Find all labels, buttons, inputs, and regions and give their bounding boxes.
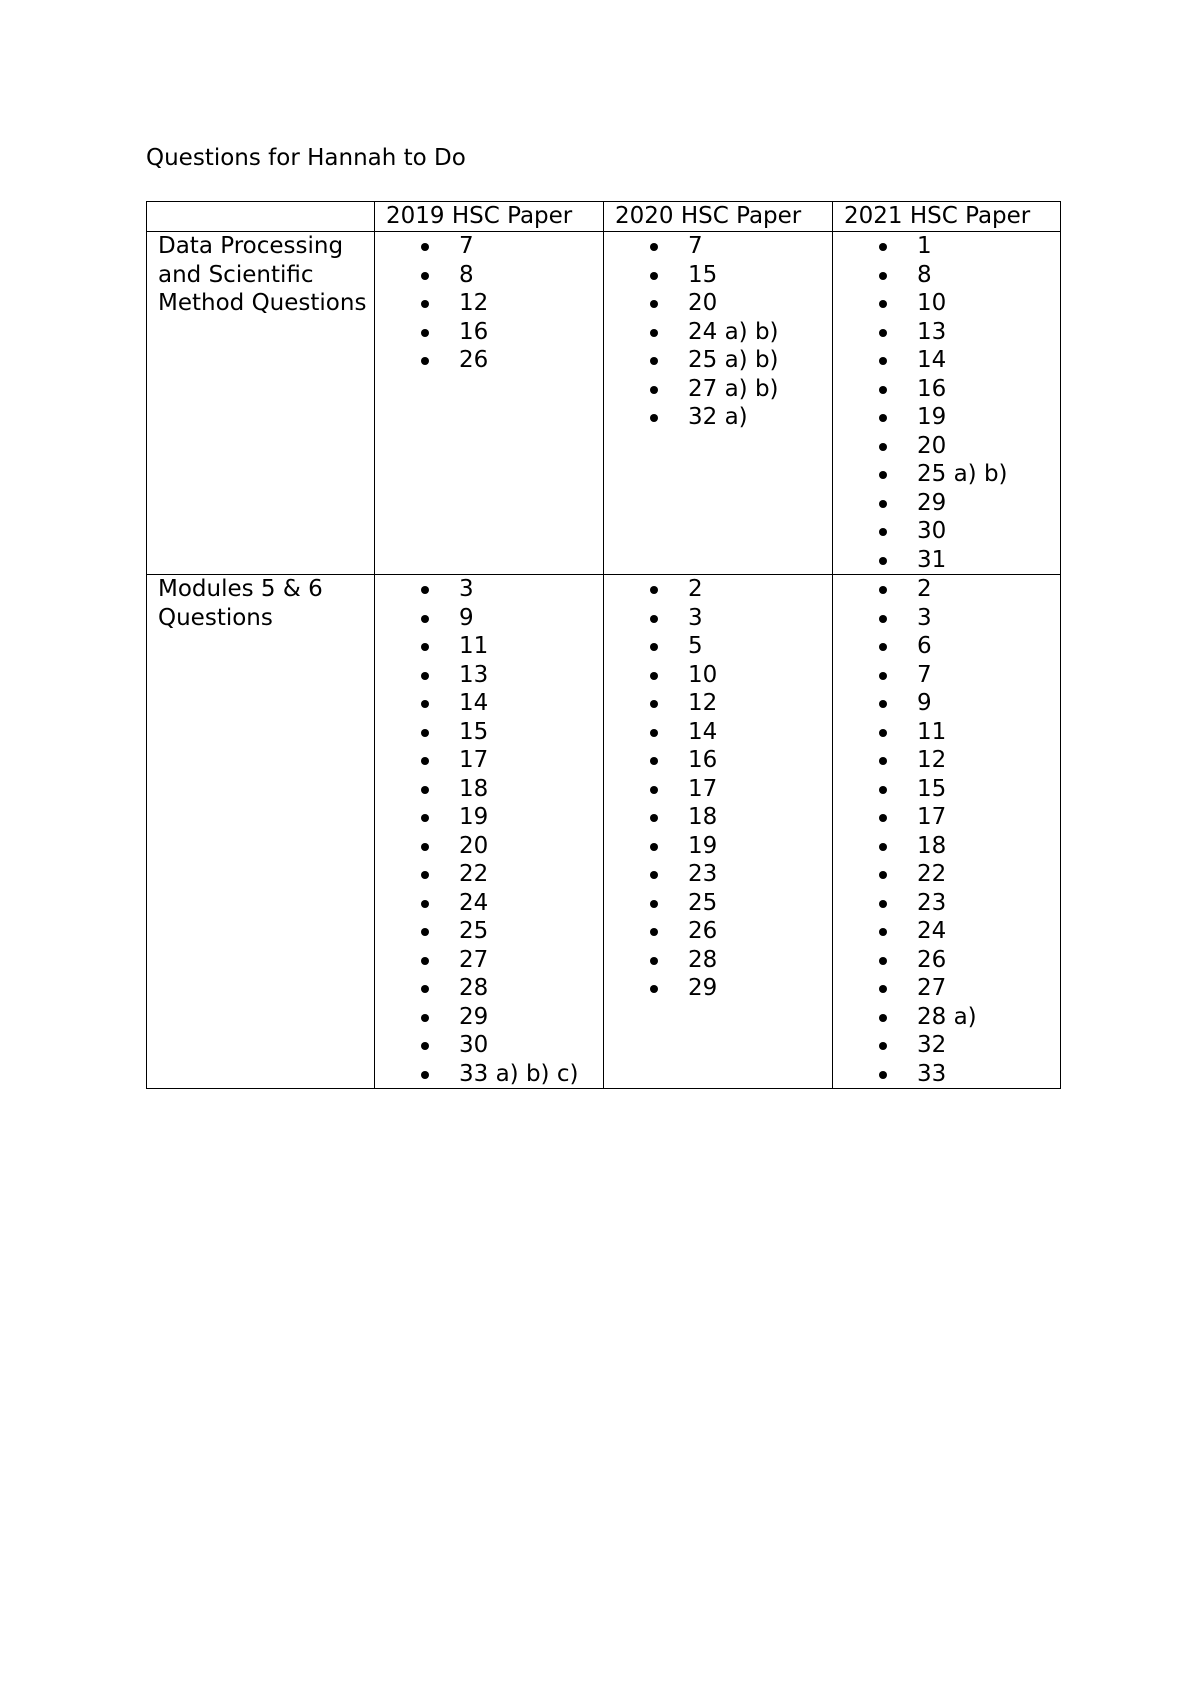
question-item: 12 (615, 689, 832, 718)
question-item: 25 (386, 917, 603, 946)
question-item: 30 (844, 517, 1060, 546)
question-item: 24 (844, 917, 1060, 946)
question-item: 19 (844, 403, 1060, 432)
question-item: 18 (615, 803, 832, 832)
question-item: 2 (615, 575, 832, 604)
question-item: 15 (844, 775, 1060, 804)
question-item: 22 (386, 860, 603, 889)
question-list (844, 232, 1060, 574)
question-item: 13 (386, 661, 603, 690)
question-item: 25 a) b) (844, 460, 1060, 489)
question-item: 7 (844, 661, 1060, 690)
table-header-row (147, 202, 1061, 232)
question-list (386, 575, 603, 1088)
question-item: 3 (615, 604, 832, 633)
question-item: 19 (386, 803, 603, 832)
question-item: 9 (386, 604, 603, 633)
question-item: 27 a) b) (615, 375, 832, 404)
question-item: 14 (615, 718, 832, 747)
question-item: 12 (844, 746, 1060, 775)
question-item: 11 (386, 632, 603, 661)
question-item: 25 a) b) (615, 346, 832, 375)
question-item: 24 (386, 889, 603, 918)
question-item: 28 (615, 946, 832, 975)
question-item: 18 (386, 775, 603, 804)
question-item: 3 (844, 604, 1060, 633)
question-item: 26 (386, 346, 603, 375)
header-cell-2020: 2020 HSC Paper (604, 202, 833, 232)
page-title: Questions for Hannah to Do (146, 145, 466, 171)
question-item: 27 (386, 946, 603, 975)
question-item: 32 (844, 1031, 1060, 1060)
question-item: 14 (844, 346, 1060, 375)
question-item: 15 (615, 261, 832, 290)
question-item: 14 (386, 689, 603, 718)
question-item: 17 (844, 803, 1060, 832)
question-item: 3 (386, 575, 603, 604)
question-list (844, 575, 1060, 1088)
question-item: 23 (615, 860, 832, 889)
header-cell-2019: 2019 HSC Paper (375, 202, 604, 232)
question-item: 30 (386, 1031, 603, 1060)
question-item: 20 (386, 832, 603, 861)
question-item: 33 (844, 1060, 1060, 1089)
question-item: 11 (844, 718, 1060, 747)
cell-2021 (833, 575, 1061, 1089)
question-item: 22 (844, 860, 1060, 889)
question-item: 32 a) (615, 403, 832, 432)
question-item: 15 (386, 718, 603, 747)
question-list (615, 232, 832, 432)
question-item: 17 (615, 775, 832, 804)
question-item: 26 (844, 946, 1060, 975)
cell-2021 (833, 232, 1061, 575)
question-item: 28 a) (844, 1003, 1060, 1032)
row-label: Modules 5 & 6 Questions (147, 575, 375, 1089)
cell-2019 (375, 232, 604, 575)
question-item: 20 (844, 432, 1060, 461)
question-item: 27 (844, 974, 1060, 1003)
question-list (386, 232, 603, 375)
header-cell-2021: 2021 HSC Paper (833, 202, 1061, 232)
question-item: 18 (844, 832, 1060, 861)
question-item: 6 (844, 632, 1060, 661)
question-list (615, 575, 832, 1003)
question-item: 24 a) b) (615, 318, 832, 347)
question-item: 29 (844, 489, 1060, 518)
question-item: 7 (615, 232, 832, 261)
cell-2019 (375, 575, 604, 1089)
question-item: 17 (386, 746, 603, 775)
question-item: 13 (844, 318, 1060, 347)
question-item: 19 (615, 832, 832, 861)
question-item: 29 (615, 974, 832, 1003)
question-item: 8 (844, 261, 1060, 290)
question-item: 23 (844, 889, 1060, 918)
question-item: 12 (386, 289, 603, 318)
question-item: 9 (844, 689, 1060, 718)
question-item: 28 (386, 974, 603, 1003)
cell-2020 (604, 575, 833, 1089)
table-row-modules (147, 575, 1061, 1089)
questions-table (146, 201, 1061, 1089)
row-label: Data Processing and Scientific Method Questions (147, 232, 375, 575)
cell-2020 (604, 232, 833, 575)
question-item: 10 (844, 289, 1060, 318)
question-item: 16 (386, 318, 603, 347)
question-item: 1 (844, 232, 1060, 261)
question-item: 20 (615, 289, 832, 318)
table-row-data-processing (147, 232, 1061, 575)
question-item: 10 (615, 661, 832, 690)
question-item: 2 (844, 575, 1060, 604)
question-item: 16 (844, 375, 1060, 404)
question-item: 16 (615, 746, 832, 775)
question-item: 29 (386, 1003, 603, 1032)
header-cell-empty (147, 202, 375, 232)
question-item: 31 (844, 546, 1060, 575)
question-item: 7 (386, 232, 603, 261)
question-item: 25 (615, 889, 832, 918)
question-item: 26 (615, 917, 832, 946)
question-item: 33 a) b) c) (386, 1060, 603, 1089)
question-item: 8 (386, 261, 603, 290)
question-item: 5 (615, 632, 832, 661)
